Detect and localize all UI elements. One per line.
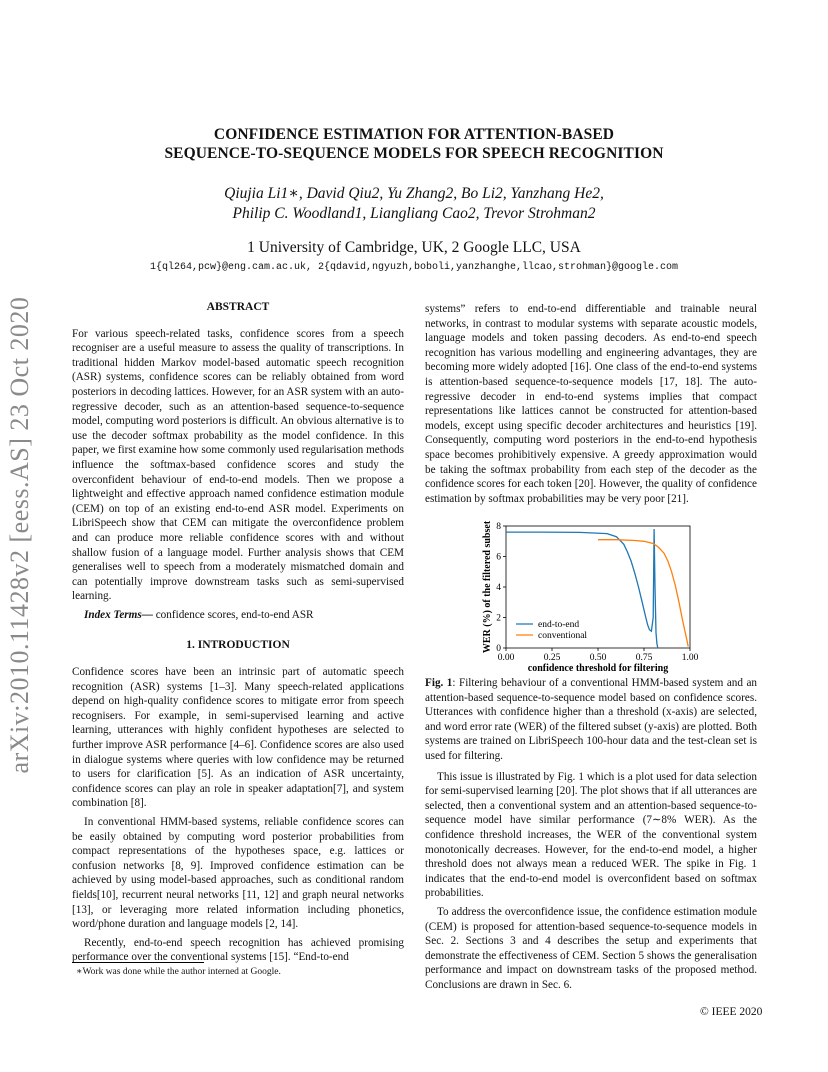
index-terms-text: confidence scores, end-to-end ASR [152, 608, 314, 621]
intro-paragraph-3: Recently, end-to-end speech recognition has achieved promising performance over the conventional systems [15]. “End-to-end [72, 936, 404, 964]
x-tick-label: 0.50 [589, 653, 607, 663]
figure-1-chart [478, 520, 708, 674]
intro-paragraph-2: In conventional HMM-based systems, reliable confidence scores can be easily obtained by computing word posterior probabilities from compact representations of the hypotheses space, e.g. lattices or confusion networks [8, 9]. Improved confidence estimation can be achieved by using model-based approaches, such as conditional random fields[10], recurrent neural networks [11, 12] and graph neural networks [13], or leveraging more related information including phonetics, word/phone duration and language models [2, 14]. [72, 816, 404, 931]
authors-line-1: Qiujia Li1∗, David Qiu2, Yu Zhang2, Bo Li2, Yanzhang He2, [224, 185, 604, 202]
legend-label: end-to-end [538, 620, 580, 630]
footnote-rule [72, 962, 204, 963]
affiliation: 1 University of Cambridge, UK, 2 Google LLC, USA [247, 239, 581, 256]
y-axis-label: WER (%) of the filtered subset [482, 520, 493, 654]
x-tick-label: 0.75 [635, 653, 653, 663]
abstract-heading: ABSTRACT [206, 301, 270, 313]
caption-text: : Filtering behaviour of a conventional HMM-based system and an attention-based sequence-to-sequence model based on confidence scores. Utterances with confidence higher than a threshold (x-axis) are selected, and word error rate (WER) of the filtered subset (y-axis) are plotted. Both systems are trained on LibriSpeech 100-hour data and the test-clean set is used for filtering. [425, 677, 758, 762]
y-tick-label: 0 [496, 644, 501, 654]
authors-line-2: Philip C. Woodland1, Liangliang Cao2, Trevor Strohman2 [232, 205, 596, 222]
intro-paragraph-1: Confidence scores have been an intrinsic part of automatic speech recognition (ASR) systems [1–3]. Many speech-related applications depend on high-quality confidence scores to mitigate error from speech recognisers. For example, in semi-supervised learning and active learning, utterances with highly confident hypotheses are selected to further improve ASR performance [4–6]. Confidence scores are also used in dialogue systems where queries with low confidence may be returned to users for clarification [5]. As an indication of ASR uncertainty, confidence scores can play an role in speaker adaptation[7], and system combination [8]. [72, 666, 404, 810]
y-tick-label: 4 [496, 583, 501, 593]
index-terms-label: Index Terms— [84, 608, 153, 621]
x-tick-label: 0.00 [497, 653, 515, 663]
figure-1-caption [425, 676, 757, 764]
right-column-top [425, 302, 757, 506]
right-column-bottom [425, 676, 757, 992]
right-paragraph-1: systems” refers to end-to-end differentiable and trainable neural networks, in contrast to modular systems with separate acoustic models, language models and token passing decoders. As end-to-end speech recognition has various modelling and engineering advantages, they are becoming more widely adopted [16]. One class of the end-to-end systems is attention-based sequence-to-sequence models [17, 18]. The auto-regressive decoder in end-to-end systems implies that compact representations like lattices cannot be constructed for attention-based models, except using specific decoder architectures and heuristics [19]. Consequently, computing word posteriors in the end-to-end hypothesis space becomes prohibitively expensive. A greedy approximation would be taking the softmax probability from each step of the decoder as the confidence scores for each token [20]. However, the quality of confidence estimation by softmax probabilities may be very poor [21]. [425, 303, 757, 505]
y-tick-label: 8 [496, 522, 501, 532]
plot-frame [506, 526, 690, 648]
arxiv-stamp: arXiv:2010.11428v2 [eess.AS] 23 Oct 2020 [5, 296, 34, 774]
title-line-2: SEQUENCE-TO-SEQUENCE MODELS FOR SPEECH RECOGNITION [164, 145, 664, 162]
x-tick-label: 1.00 [681, 653, 699, 663]
index-terms [72, 608, 404, 623]
author-emails: 1{ql264,pcw}@eng.cam.ac.uk, 2{qdavid,ngyuzh,boboli,yanzhanghe,llcao,strohman}@google.com [149, 262, 679, 273]
x-tick-label: 0.25 [543, 653, 561, 663]
x-axis-label: confidence threshold for filtering [527, 663, 669, 674]
right-paragraph-2: This issue is illustrated by Fig. 1 which is a plot used for data selection for semi-supervised learning [20]. The plot shows that if all utterances are selected, then a conventional system and an attention-based sequence-to-sequence model have similar performance (7∼8% WER). As the confidence threshold increases, the WER of the conventional system monotonically decreases. However, for the end-to-end model, a higher threshold does not always mean a reduced WER. The spike in Fig. 1 indicates that the end-to-end model is overconfident based on softmax probabilities. [425, 770, 757, 900]
y-tick-label: 6 [496, 552, 501, 563]
series-line-conventional [598, 540, 688, 647]
right-paragraph-3: To address the overconfidence issue, the confidence estimation module (CEM) is proposed for attention-based sequence-to-sequence models in Sec. 2. Sections 3 and 4 describes the setup and experiments that demonstrate the effectiveness of CEM. Section 5 shows the generalisation performance and impact on downstream tasks of the proposed method. Conclusions are drawn in Sec. 6. [425, 905, 757, 991]
copyright-notice: © IEEE 2020 [700, 1006, 763, 1018]
legend-label: conventional [538, 631, 588, 641]
left-column [72, 300, 404, 965]
abstract-text: For various speech-related tasks, confidence scores from a speech recogniser are a useful measure to assess the quality of transcriptions. In traditional hidden Markov model-based automatic speech recognition (ASR) systems, confidence scores can be reliably obtained from word posteriors in decoding lattices. However, for an ASR system with an auto-regressive decoder, such as an attention-based sequence-to-sequence model, computing word posteriors is difficult. An obvious alternative is to use the decoder softmax probability as the model confidence. In this paper, we first examine how some commonly used regularisation methods influence the softmax-based confidence scores and study the overconfident behaviour of end-to-end models. Then we propose a lightweight and effective approach named confidence estimation module (CEM) on top of an existing end-to-end ASR model. Experiments on LibriSpeech show that CEM can mitigate the overconfidence problem and can produce more reliable confidence scores with and without shallow fusion of a language model. Further analysis shows that CEM generalises well to speech from a moderately mismatched domain and can potentially improve downstream tasks such as semi-supervised learning. [72, 327, 404, 603]
caption-label: Fig. 1 [425, 677, 453, 689]
intro-heading: 1. INTRODUCTION [186, 639, 290, 652]
authors [120, 184, 708, 224]
footnote: ∗Work was done while the author interned at Google. [76, 967, 281, 977]
title-line-1: CONFIDENCE ESTIMATION FOR ATTENTION-BASED [213, 126, 615, 143]
y-tick-label: 2 [496, 613, 501, 624]
paper-title [100, 125, 728, 163]
